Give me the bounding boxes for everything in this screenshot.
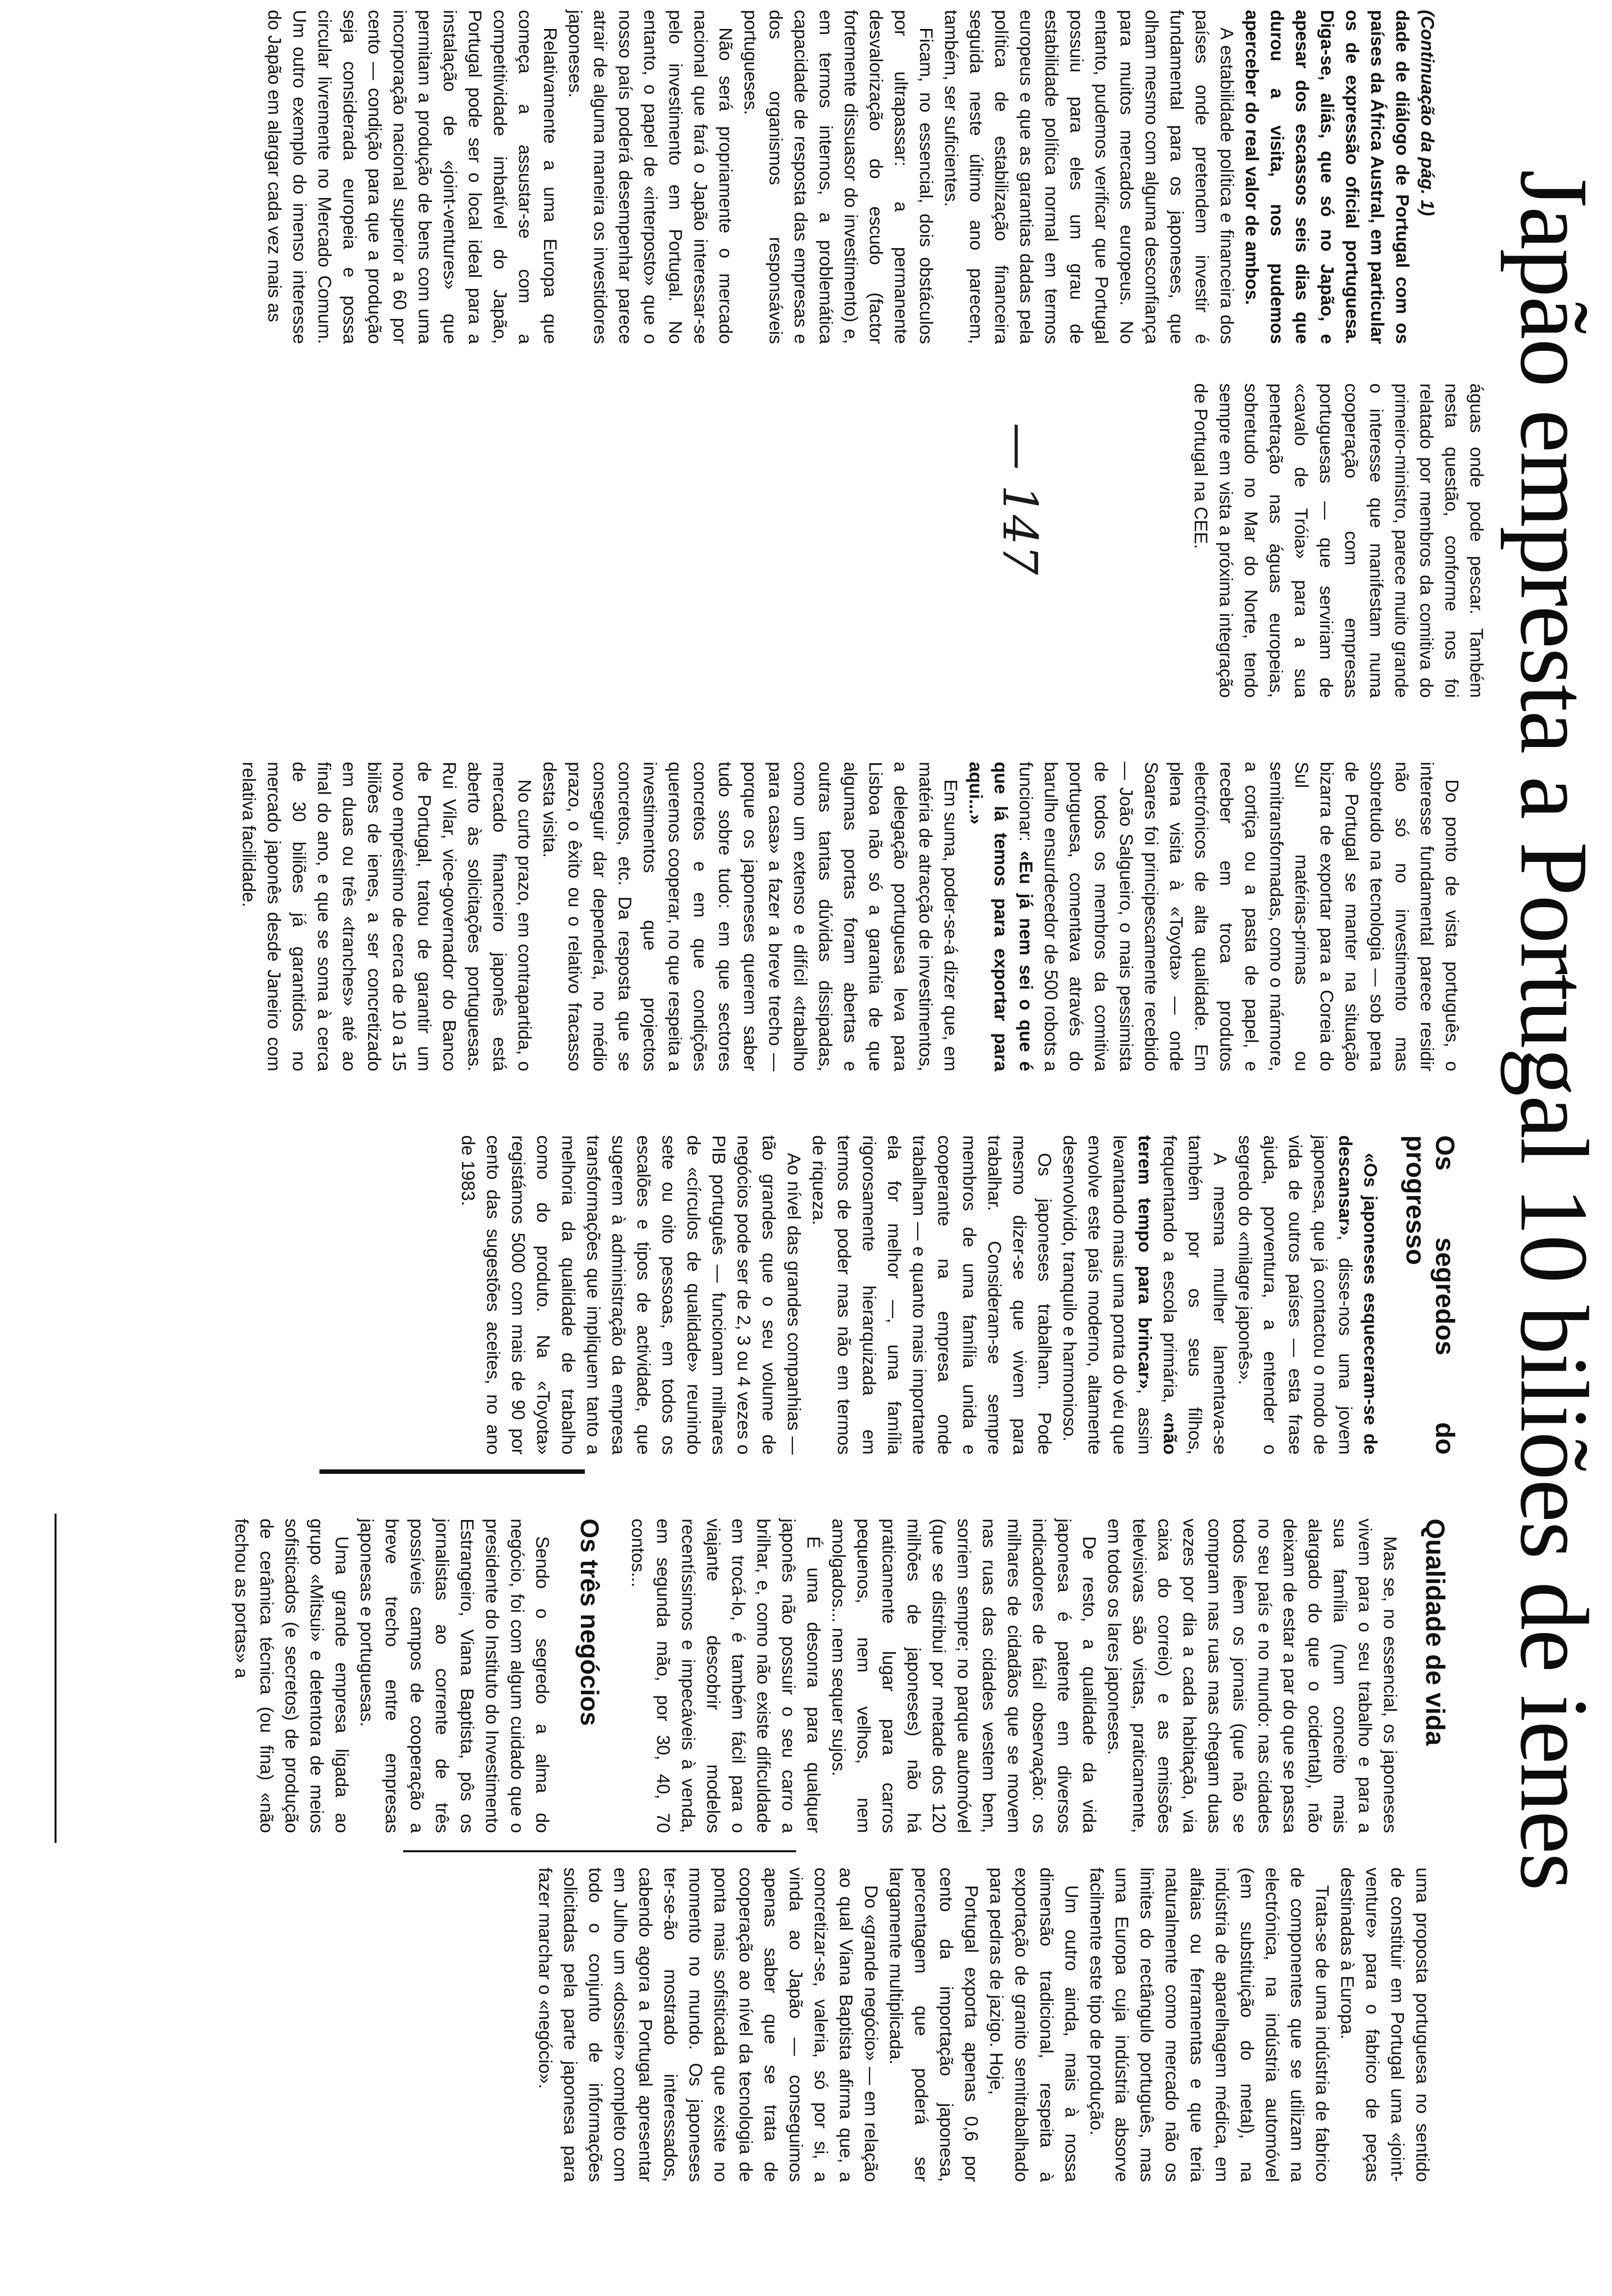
section-subheading: Os três negócios (575, 1519, 604, 1726)
continuation-label: (Continuação da pág. 1) (1417, 10, 1438, 216)
paragraph-text: , assim levantando mais uma ponta do véu que envolve este país moderno, altamente desenvolvido, tranquilo e harmonioso. (1060, 1135, 1155, 1455)
section-heading: Os segredos do progresso (1401, 1135, 1460, 1455)
paragraph-text: Do ponto de vista português, o interesse fundamental parece residir não só no investimento mas sobretudo na tecnologia — sob pena de Portugal se manter na situação bizarra de exportar para a Coreia do Sul matérias-primas ou semitransformadas, como o mármore, a cortiça ou a pasta de papel, e receber em troca produtos electrónicos de alta qualidade. Em plena visita à «Toyota» — onde Soares foi principescamente recebido — João Salgueiro, o mais pessimista de todos os membros da comitiva portuguesa, comentava através do barulho ensurdecedor de 500 robots a funcionar: (1016, 762, 1462, 1071)
paragraph: Uma grande empresa ligada ao grupo «Mitsui» e detentora de meios sofisticados (e secretos) de produção de cerâmica técnica (ou fina) «não fechou as portas» a (231, 1519, 352, 1833)
column-rule (403, 1850, 796, 1852)
paragraph: Relativamente a uma Europa que começa a assustar-se com a competitividade imbatível do Japão, Portugal pode ser o local ideal para a instalação de «joint-ventures» que permitam a produção de bens com uma incorporação nacional superior a 60 por cento — condição para que a produção seja considerada europeia e possa circular livremente no Mercado Comum. Um outro exemplo do imenso interesse do Japão em alargar cada vez mais as (264, 10, 560, 344)
paragraph: Sendo o segredo a alma do negócio, foi com algum cuidado que o presidente do Instituto do Investimento Estrangeiro, Viana Baptista, pôs os jornalistas ao corrente de três possíveis campos de cooperação a breve trecho entre empresas japonesas e portuguesas. (357, 1519, 552, 1833)
article-column-3 (236, 762, 1465, 1071)
article-column-4 (456, 1135, 1460, 1455)
paragraph: Ao nível das grandes companhias — tão grandes que o seu volume de negócios pode ser de 2, 3 ou 4 vezes o PIB português — funcionam milhares de «círculos de qualidade» reunindo sete ou oito pessoas, em todos os escalões e tipos de actividade, que sugerem à administração da empresa transformações que impliquem tanto a melhoria da qualidade de trabalho como do produto. Na «Toyota» registámos 5000 com mais de 90 por cento das sugestões aceites, no ano de 1983. (458, 1135, 804, 1455)
paragraph (1057, 1135, 1233, 1455)
paragraph: A estabilidade política e financeira dos países onde pretendem investir é fundamental para os japoneses, que olham mesmo com alguma desconfiança para muitos mercados europeus. No entanto, pudemos verificar que Portugal possuiu para eles um grau de estabilidade política normal em termos europeus e que as garantias dadas pela política de estabilização financeira seguida neste último ano parecem, também, ser suficientes. (941, 10, 1237, 344)
paragraph: Mas se, no essencial, os japoneses vivem para o seu trabalho e para a sua família (num conceito mais alargado do que o ocidental), não deixam de estar a par do que se passa no seu país e no mundo: nas cidades todos lêem os jornais (que não se compram nas ruas mas chegam duas vezes por dia a cada habitação, via caixa do correio) e as emissões televisivas são vistas, praticamente, em todos os lares japoneses. (1104, 1519, 1400, 1833)
paragraph: Trata-se de uma indústria de fabrico de componentes que se utilizam na electrónica, na indústria automóvel (em substituição do metal), na indústria de aparelhagem médica, em alfaias ou ferramentas e que teria naturalmente como mercado não os limites do rectângulo português, mas uma Europa cuja indústria absorve facilmente este tipo de produção. (1087, 1867, 1332, 2182)
section-heading: Qualidade de vida (1420, 1519, 1450, 1746)
quote-bold: «Eu já nem sei o que é que lá temos para exportar para aqui...» (966, 762, 1036, 1071)
paragraph: No curto prazo, em contrapartida, o mercado financeiro japonês está aberto às solicitações portuguesas. Rui Vilar, vice-governador do Banco de Portugal, tratou de garantir um novo empréstimo de cerca de 10 a 15 biliões de ienes, a ser concretizado em duas ou três «tranches» até ao final do ano, e que se soma à cerca de 30 biliões já garantidos no mercado japonês desde Janeiro com relativa facilidade. (239, 762, 535, 1071)
paragraph: Um outro ainda, mais à nossa dimensão tradicional, respeita à exportação de granito semitrabalhado para pedras de jazigo. Hoje, (986, 1867, 1082, 2182)
paragraph: Do «grande negócio» — em relação ao qual Viana Baptista afirma que, a concretizar-se, valeria, só por si, a vinda ao Japão — conseguimos apenas saber que se trata de cooperação ao nível da tecnologia de ponta mais sofisticada que existe no momento no mundo. Os japoneses ter-se-ão mostrado interessados, cabendo agora a Portugal apresentar em Julho um «dossier» completo com todo o conjunto de informações solicitadas pela parte japonesa para fazer marchar o «negócio». (535, 1867, 881, 2182)
paragraph: uma proposta portuguesa no sentido de constituir em Portugal uma «joint-venture» para o fabrico de peças destinadas à Europa. (1337, 1867, 1433, 2182)
paragraph (963, 762, 1465, 1071)
paragraph: De resto, a qualidade da vida japonesa é patente em diversos indicadores de fácil observação: os milhares de cidadãos que se movem nas ruas das cidades vestem bem, sorriem sempre; no parque automóvel (que se distribui por metade dos 120 milhões de japoneses) não há praticamente lugar para carros pequenos, nem velhos, nem amolgados... nem sequer sujos. (829, 1519, 1099, 1833)
paragraph: Portugal exporta apenas 0,6 por cento da importação japonesa, percentagem que poderá ser largamente multiplicada. (886, 1867, 981, 2182)
paragraph-text: , disse-nos uma jovem japonesa, que já contactou o modo de vida de outros países — esta frase ajuda, porventura, a entender o segredo do «milagre japonês». (1235, 1135, 1355, 1455)
paragraph: Não será propriamente o mercado nacional que fará o Japão interessar-se pelo investimento em Portugal. No entanto, o papel de «interposto» que o nosso país poderá desempenhar parece atrair de alguma maneira os investidores japoneses. (565, 10, 736, 344)
paragraph: Os japoneses trabalham. Pode mesmo dizer-se que vivem para trabalhar. Consideram-se sempre membros de uma família unida e cooperante na empresa onde trabalham — e quanto mais importante ela for melhor —, uma família rigorosamente hierarquizada em termos de poder mas não em termos de riqueza. (809, 1135, 1055, 1455)
quote-bold: «não terem tempo para brincar» (1135, 1135, 1180, 1455)
article-column-6 (533, 1867, 1435, 2182)
paragraph (1233, 1135, 1383, 1455)
paragraph: Em suma, poder-se-á dizer que, em matéria de atracção de investimentos, a delegação portuguesa leva para Lisboa não só a garantia de que algumas portas foram abertas e outras tantas dúvidas dissipadas, como um extenso e difícil «trabalho para casa» a fazer a breve trecho — porque os japoneses querem saber tudo sobre tudo: em que sectores concretos e em que condições queremos cooperar, no que respeita a investimentos que projectos concretos, etc. Da resposta que se conseguir dar dependerá, no médio prazo, o êxito ou o relativo fracasso desta visita. (540, 762, 961, 1071)
paragraph: dade de diálogo de Portugal com os países da África Austral, em particular os de expressão oficial portuguesa. Diga-se, aliás, que só no Japão, e apesar dos escassos seis dias que durou a visita, nos pudemos aperceber do real valor de ambos. (1242, 10, 1412, 344)
paragraph: águas onde pode pescar. Também nesta questão, conforme nos foi relatado por membros da comitiva do primeiro-ministro, parece muito grande o interesse que manifestam numa cooperação com empresas portuguesas — que serviriam de «cavalo de Tróia» para a sua penetração nas águas europeias, sobretudo no Mar do Norte, tendo sempre em vista a próxima integração de Portugal na CEE. (1191, 383, 1487, 698)
quote-bold: «Os japoneses esqueceram-se de descansar» (1335, 1135, 1381, 1455)
paragraph-text: A mesma mulher lamentava-se também por os seus filhos, frequentando a escola primária, (1160, 1135, 1230, 1455)
column-rule (319, 1469, 585, 1474)
headline: Japão empresta a Portugal 10 biliões de ienes (1500, 170, 1608, 1890)
paragraph: É uma desonra para qualquer japonês não possuir o seu carro a brilhar, e, como não existe dificuldade em trocá-lo, é também fácil para o viajante descobrir modelos recentíssimos e impecáveis à venda, em segunda mão, por 30, 40, 70 contos... (628, 1519, 824, 1833)
article-column-1 (262, 10, 1440, 344)
column-rule (55, 1514, 57, 1843)
article-column-2 (1188, 383, 1489, 698)
handwritten-annotation: — 147 (992, 423, 1047, 575)
paragraph: Ficam, no essencial, dois obstáculos por ultrapassar: a permanente desvalorização do escudo (factor fortemente dissuasor do investimento) e, em termos internos, a problemática capacidade de resposta das empresas e dos organismos responsáveis portugueses. (741, 10, 936, 344)
article-column-5 (229, 1519, 1450, 1833)
